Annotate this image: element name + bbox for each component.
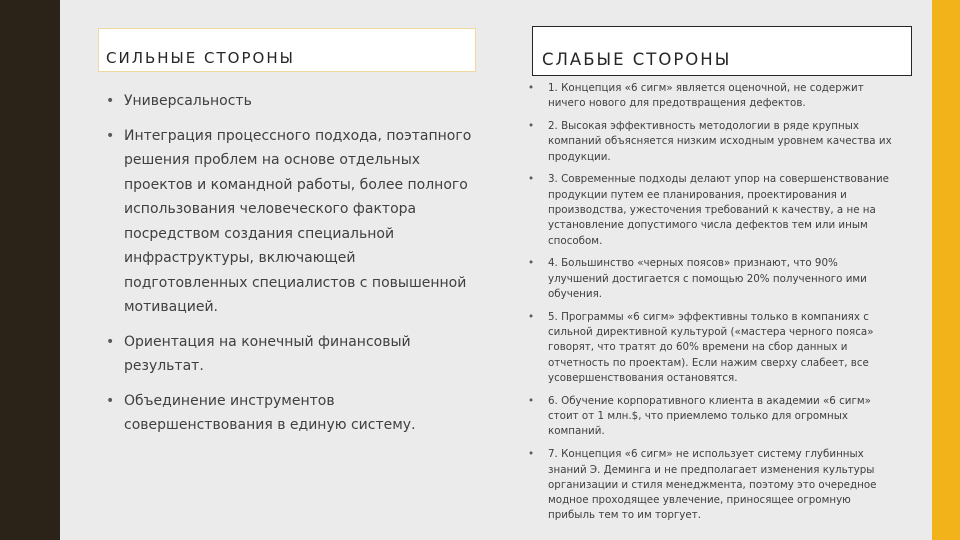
weakness-item-text: 4. Большинство «черных поясов» признают, что 90% улучшений достигается с помощью 20% полученного ими обучения. (548, 257, 867, 301)
weakness-item-text: 7. Концепция «6 сигм» не использует систему глубинных знаний Э. Деминга и не предполагает изменения культуры организации и стиля менеджмента, поэтому это очередное модное проходящее увлечение, приносящее огромную прибыль тем то им торгует. (548, 448, 877, 522)
weaknesses-title: СЛАБЫЕ СТОРОНЫ (542, 50, 732, 69)
strength-item (106, 124, 476, 320)
bullet-icon: • (528, 82, 535, 94)
weakness-item (528, 394, 898, 440)
strength-item (106, 330, 476, 379)
strength-item-text: Объединение инструментов совершенствования в единую систему. (124, 392, 416, 433)
weakness-item (528, 310, 898, 386)
weaknesses-header (532, 26, 912, 76)
bullet-icon: • (528, 394, 535, 407)
bullet-icon: • (528, 173, 535, 186)
weakness-item-text: 5. Программы «6 сигм» эффективны только в компаниях с сильной директивной культурой («мастера черного пояса» говорят, что тратят до 60% времени на сбор данных и отчетность по проектам). Если нажим сверху слабеет, все усовершенствования остановятся. (548, 310, 874, 385)
left-decorative-strip (0, 0, 60, 540)
weakness-item-text: 1. Концепция «6 сигм» является оценочной, не содержит ничего нового для предотвращения дефектов. (548, 82, 864, 110)
weakness-item-text: 6. Обучение корпоративного клиента в академии «6 сигм» стоит от 1 млн.$, что приемлемо только для огромных компаний. (548, 394, 871, 438)
bullet-icon: • (106, 93, 115, 109)
strengths-title: СИЛЬНЫЕ СТОРОНЫ (106, 49, 295, 67)
bullet-icon: • (528, 120, 535, 133)
strength-item (106, 389, 476, 438)
weakness-item (528, 81, 898, 112)
strengths-header (98, 28, 476, 72)
bullet-icon: • (528, 310, 535, 323)
weakness-item-text: 2. Высокая эффективность методологии в ряде крупных компаний объясняется низким исходным уровнем качества их продукции. (548, 120, 892, 163)
strength-item-text: Универсальность (124, 93, 252, 109)
bullet-icon: • (106, 333, 115, 350)
bullet-icon: • (528, 257, 535, 270)
strength-item-text: Интеграция процессного подхода, поэтапного решения проблем на основе отдельных проектов и командной работы, более полного использования человеческого фактора посредством создания специальной инфраструктуры, включающей подготовленных специалистов с повышенной мотивацией. (124, 127, 472, 315)
bullet-icon: • (106, 127, 115, 144)
weakness-item-text: 3. Современные подходы делают упор на совершенствование продукции путем ее планирования, проектирования и производства, ужесточения требований к качеству, а не на установление допустимого числа дефектов тем или иным способом. (548, 173, 889, 247)
bullet-icon: • (106, 392, 115, 409)
strength-item-text: Ориентация на конечный финансовый результат. (124, 333, 411, 374)
strength-item (106, 89, 476, 114)
weakness-item (528, 172, 898, 248)
weaknesses-list (528, 81, 898, 531)
weakness-item (528, 119, 898, 165)
weakness-item (528, 256, 898, 302)
bullet-icon: • (528, 448, 535, 461)
weakness-item (528, 447, 898, 523)
strengths-list (106, 89, 476, 448)
right-accent-strip (932, 0, 960, 540)
